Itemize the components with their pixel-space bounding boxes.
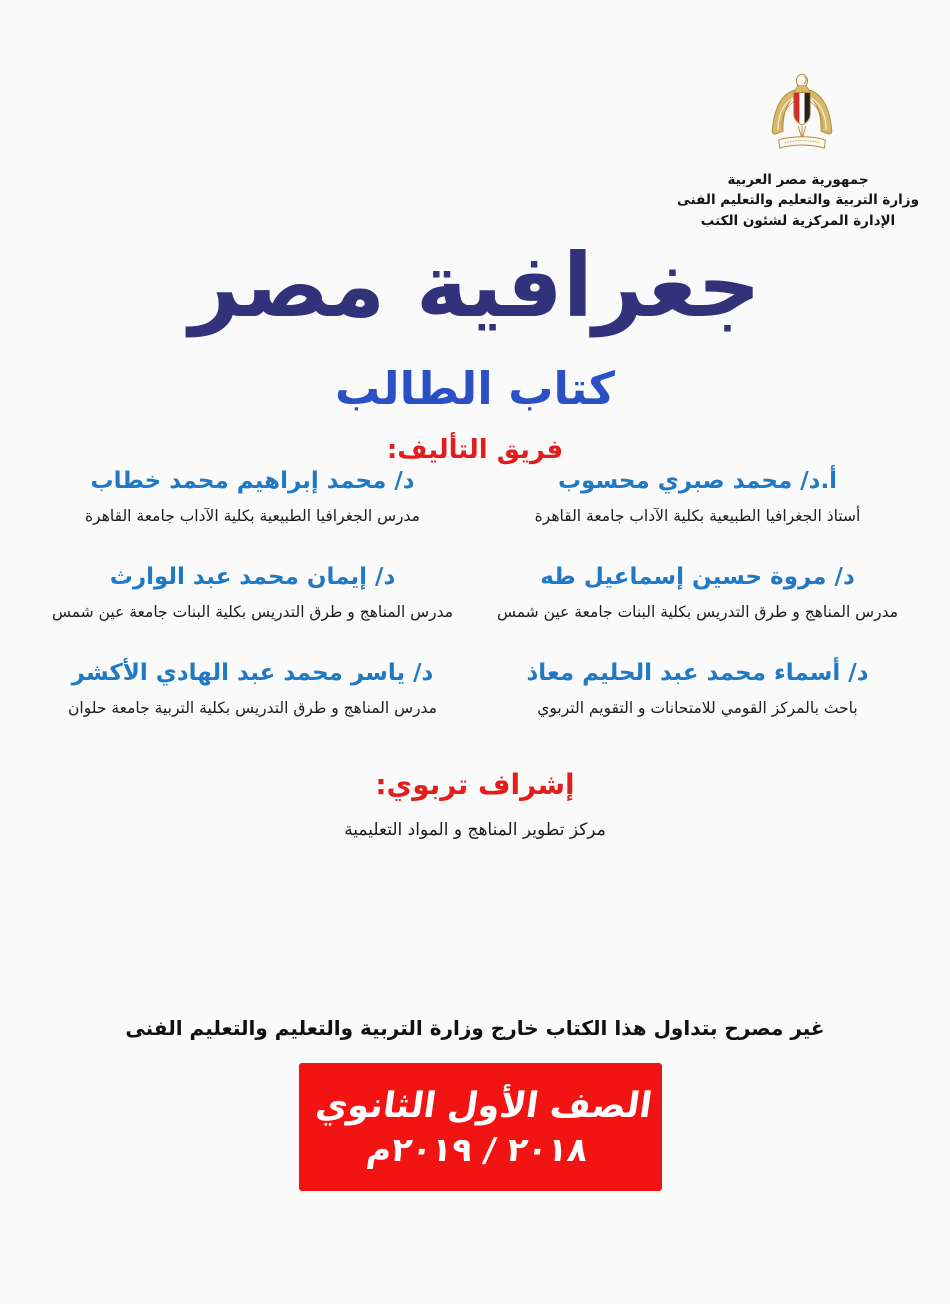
author-name: أ.د/ محمد صبري محسوب [557, 468, 838, 494]
author-role: باحث بالمركز القومي للامتحانات و التقويم التربوي [537, 699, 858, 717]
author-card [30, 468, 475, 564]
author-card [475, 660, 920, 756]
author-role: مدرس المناهج و طرق التدريس بكلية البنات جامعة عين شمس [496, 603, 899, 621]
author-name: د/ أسماء محمد عبد الحليم معاذ [526, 660, 869, 686]
author-card [475, 468, 920, 564]
author-role: مدرس الجغرافيا الطبيعية بكلية الآداب جامعة القاهرة [85, 507, 420, 525]
book-title: جغرافية مصر [189, 234, 761, 337]
authoring-team-heading: فريق التأليف: [386, 435, 564, 465]
grade-year-text [307, 1085, 655, 1170]
author-name: د/ محمد إبراهيم محمد خطاب [90, 468, 415, 494]
egypt-coat-of-arms-icon [764, 68, 840, 164]
author-name: د/ مروة حسين إسماعيل طه [540, 564, 855, 590]
year-line: ٢٠١٨ / ٢٠١٩م [364, 1129, 591, 1169]
supervision-heading: إشراف تربوي: [375, 768, 575, 801]
author-card [30, 564, 475, 660]
ministry-name: وزارة التربية والتعليم والتعليم الفنى [677, 192, 919, 209]
ministry-header [664, 68, 932, 231]
author-role: مدرس المناهج و طرق التدريس بكلية التربية جامعة حلوان [68, 699, 437, 717]
grade-year-box [299, 1063, 662, 1191]
authors-grid [0, 468, 950, 756]
book-subtitle: كتاب الطالب [335, 362, 615, 415]
author-card [30, 660, 475, 756]
author-name: د/ ياسر محمد عبد الهادي الأكشر [71, 660, 434, 686]
administration-name: الإدارة المركزية لشئون الكتب [700, 212, 896, 229]
author-name: د/ إيمان محمد عبد الوارث [109, 564, 396, 590]
author-role: أستاذ الجغرافيا الطبيعية بكلية الآداب جامعة القاهرة [534, 507, 861, 525]
circulation-notice: غير مصرح بتداول هذا الكتاب خارج وزارة التربية والتعليم والتعليم الفنى [125, 1016, 825, 1040]
country-name: جمهورية مصر العربية [727, 172, 869, 188]
author-card [475, 564, 920, 660]
author-role: مدرس المناهج و طرق التدريس بكلية البنات جامعة عين شمس [51, 603, 454, 621]
supervision-body: مركز تطوير المناهج و المواد التعليمية [344, 820, 606, 840]
grade-line: الصف الأول الثانوي [312, 1085, 655, 1126]
